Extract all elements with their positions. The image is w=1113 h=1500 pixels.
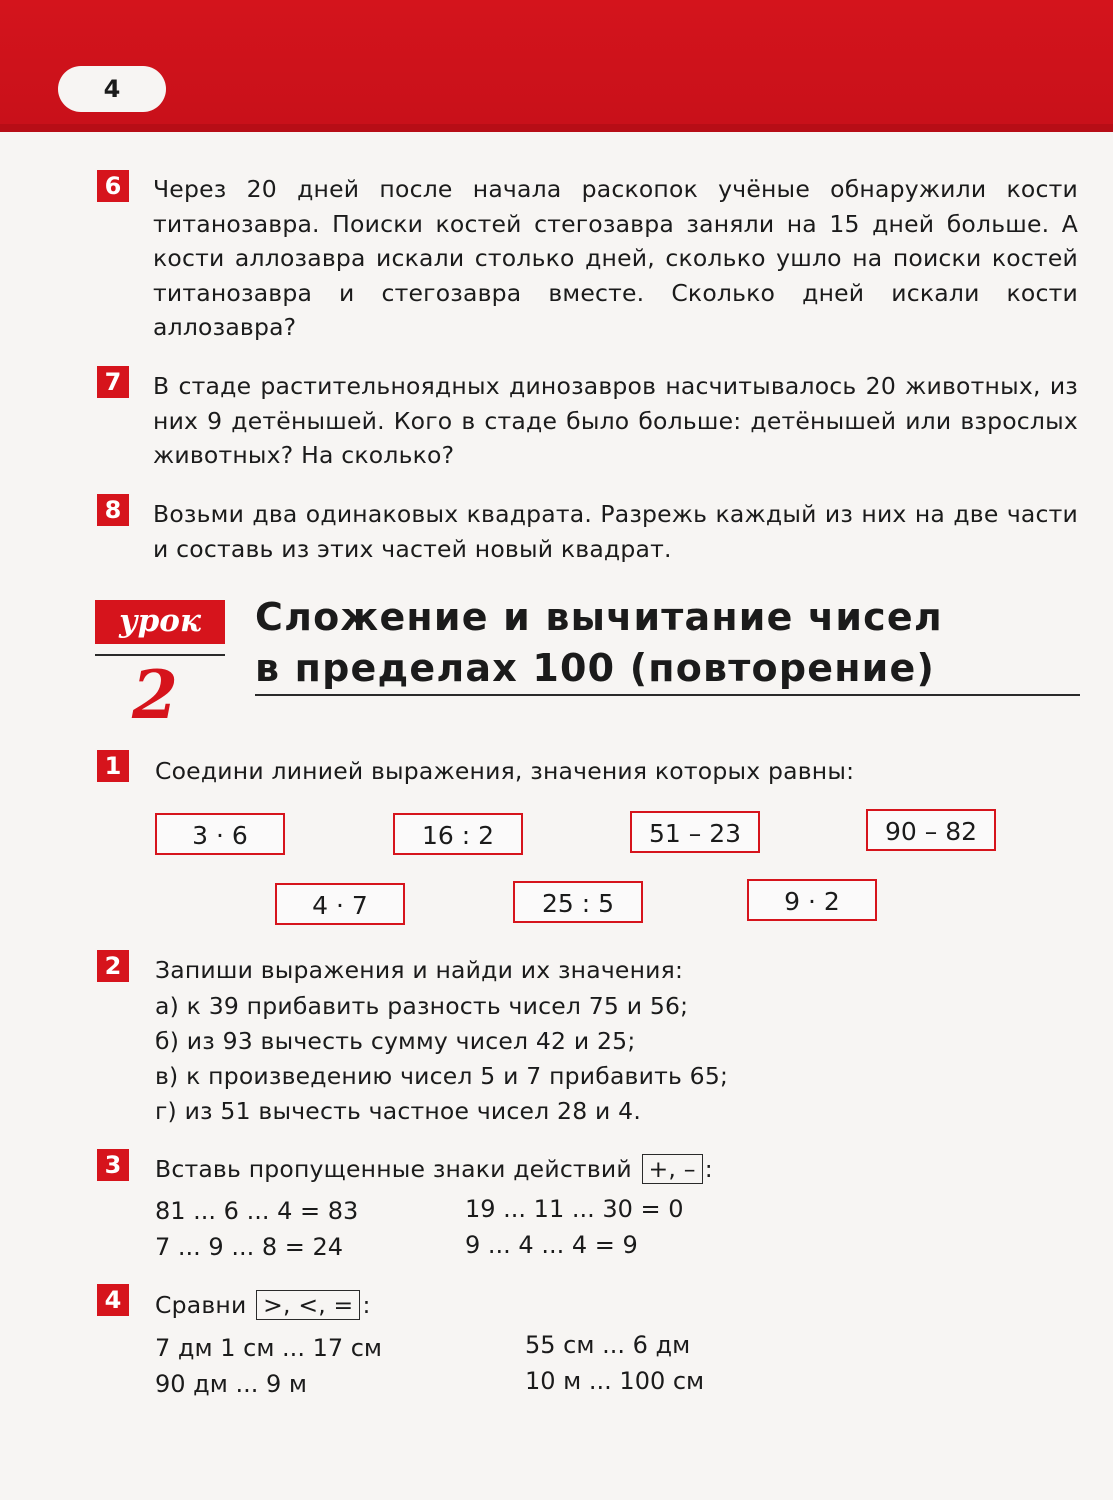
task-3-equation: 9 ... 4 ... 4 = 9 xyxy=(465,1231,638,1259)
expression-box: 90 – 82 xyxy=(866,809,996,851)
task-2-item-d: г) из 51 вычесть частное чисел 28 и 4. xyxy=(155,1097,641,1125)
expression-box: 25 : 5 xyxy=(513,881,643,923)
expression-box: 3 · 6 xyxy=(155,813,285,855)
task-number-1: 1 xyxy=(97,750,129,782)
task-3-equation: 7 ... 9 ... 8 = 24 xyxy=(155,1233,344,1261)
task-number-3: 3 xyxy=(97,1149,129,1181)
task-4-comparison: 90 дм ... 9 м xyxy=(155,1370,308,1398)
lesson-title-rule xyxy=(255,694,1080,696)
lesson-title-line-2: в пределах 100 (повторение) xyxy=(255,646,936,690)
task-number-7: 7 xyxy=(97,366,129,398)
task-number-2: 2 xyxy=(97,950,129,982)
task-7-text: В стаде растительноядных динозавров насчитывалось 20 животных, из них 9 детёнышей. Кого в стаде было больше: детёнышей или взрослых животных? На сколько? xyxy=(153,372,1078,469)
task-4-comparison: 10 м ... 100 см xyxy=(525,1367,705,1395)
task-4-comparison: 7 дм 1 см ... 17 см xyxy=(155,1334,383,1362)
lesson-label: урок xyxy=(95,600,225,644)
expression-box: 9 · 2 xyxy=(747,879,877,921)
task-4-text-line xyxy=(155,1288,371,1322)
task-3-equation: 19 ... 11 ... 30 = 0 xyxy=(465,1195,684,1223)
task-1-text: Соедини линией выражения, значения которых равны: xyxy=(155,757,855,785)
task-3-equation: 81 ... 6 ... 4 = 83 xyxy=(155,1197,359,1225)
page-number: 4 xyxy=(58,66,166,112)
task-2-text: Запиши выражения и найди их значения: xyxy=(155,956,684,984)
task-8-text: Возьми два одинаковых квадрата. Разрежь каждый из них на две части и составь из этих частей новый квадрат. xyxy=(153,500,1078,563)
expression-box: 16 : 2 xyxy=(393,813,523,855)
task-4-colon: : xyxy=(362,1291,371,1319)
expression-box: 4 · 7 xyxy=(275,883,405,925)
task-3-signs-box: +, – xyxy=(642,1154,703,1184)
task-3-colon: : xyxy=(704,1155,713,1183)
header-band-shadow xyxy=(0,124,1113,132)
task-3-text-line xyxy=(155,1152,713,1186)
task-number-8: 8 xyxy=(97,494,129,526)
header-band xyxy=(0,0,1113,132)
task-6-text: Через 20 дней после начала раскопок учёные обнаружили кости титанозавра. Поиски костей стегозавра заняли на 15 дней больше. А кости аллозавра искали столько дней, сколько ушло на поиски костей титанозавра и стегозавра вместе. Сколько дней искали кости аллозавра? xyxy=(153,175,1078,341)
task-2-item-c: в) к произведению чисел 5 и 7 прибавить 65; xyxy=(155,1062,729,1090)
task-number-4: 4 xyxy=(97,1284,129,1316)
task-4-comparison: 55 см ... 6 дм xyxy=(525,1331,691,1359)
task-4-text: Сравни xyxy=(155,1291,247,1319)
lesson-number: 2 xyxy=(132,656,178,734)
expression-box: 51 – 23 xyxy=(630,811,760,853)
task-2-item-b: б) из 93 вычесть сумму чисел 42 и 25; xyxy=(155,1027,636,1055)
task-number-6: 6 xyxy=(97,170,129,202)
task-3-text: Вставь пропущенные знаки действий xyxy=(155,1155,632,1183)
lesson-title xyxy=(255,592,1085,694)
task-2-item-a: а) к 39 прибавить разность чисел 75 и 56; xyxy=(155,992,689,1020)
lesson-title-line-1: Сложение и вычитание чисел xyxy=(255,595,943,639)
task-4-signs-box: >, <, = xyxy=(256,1290,360,1320)
